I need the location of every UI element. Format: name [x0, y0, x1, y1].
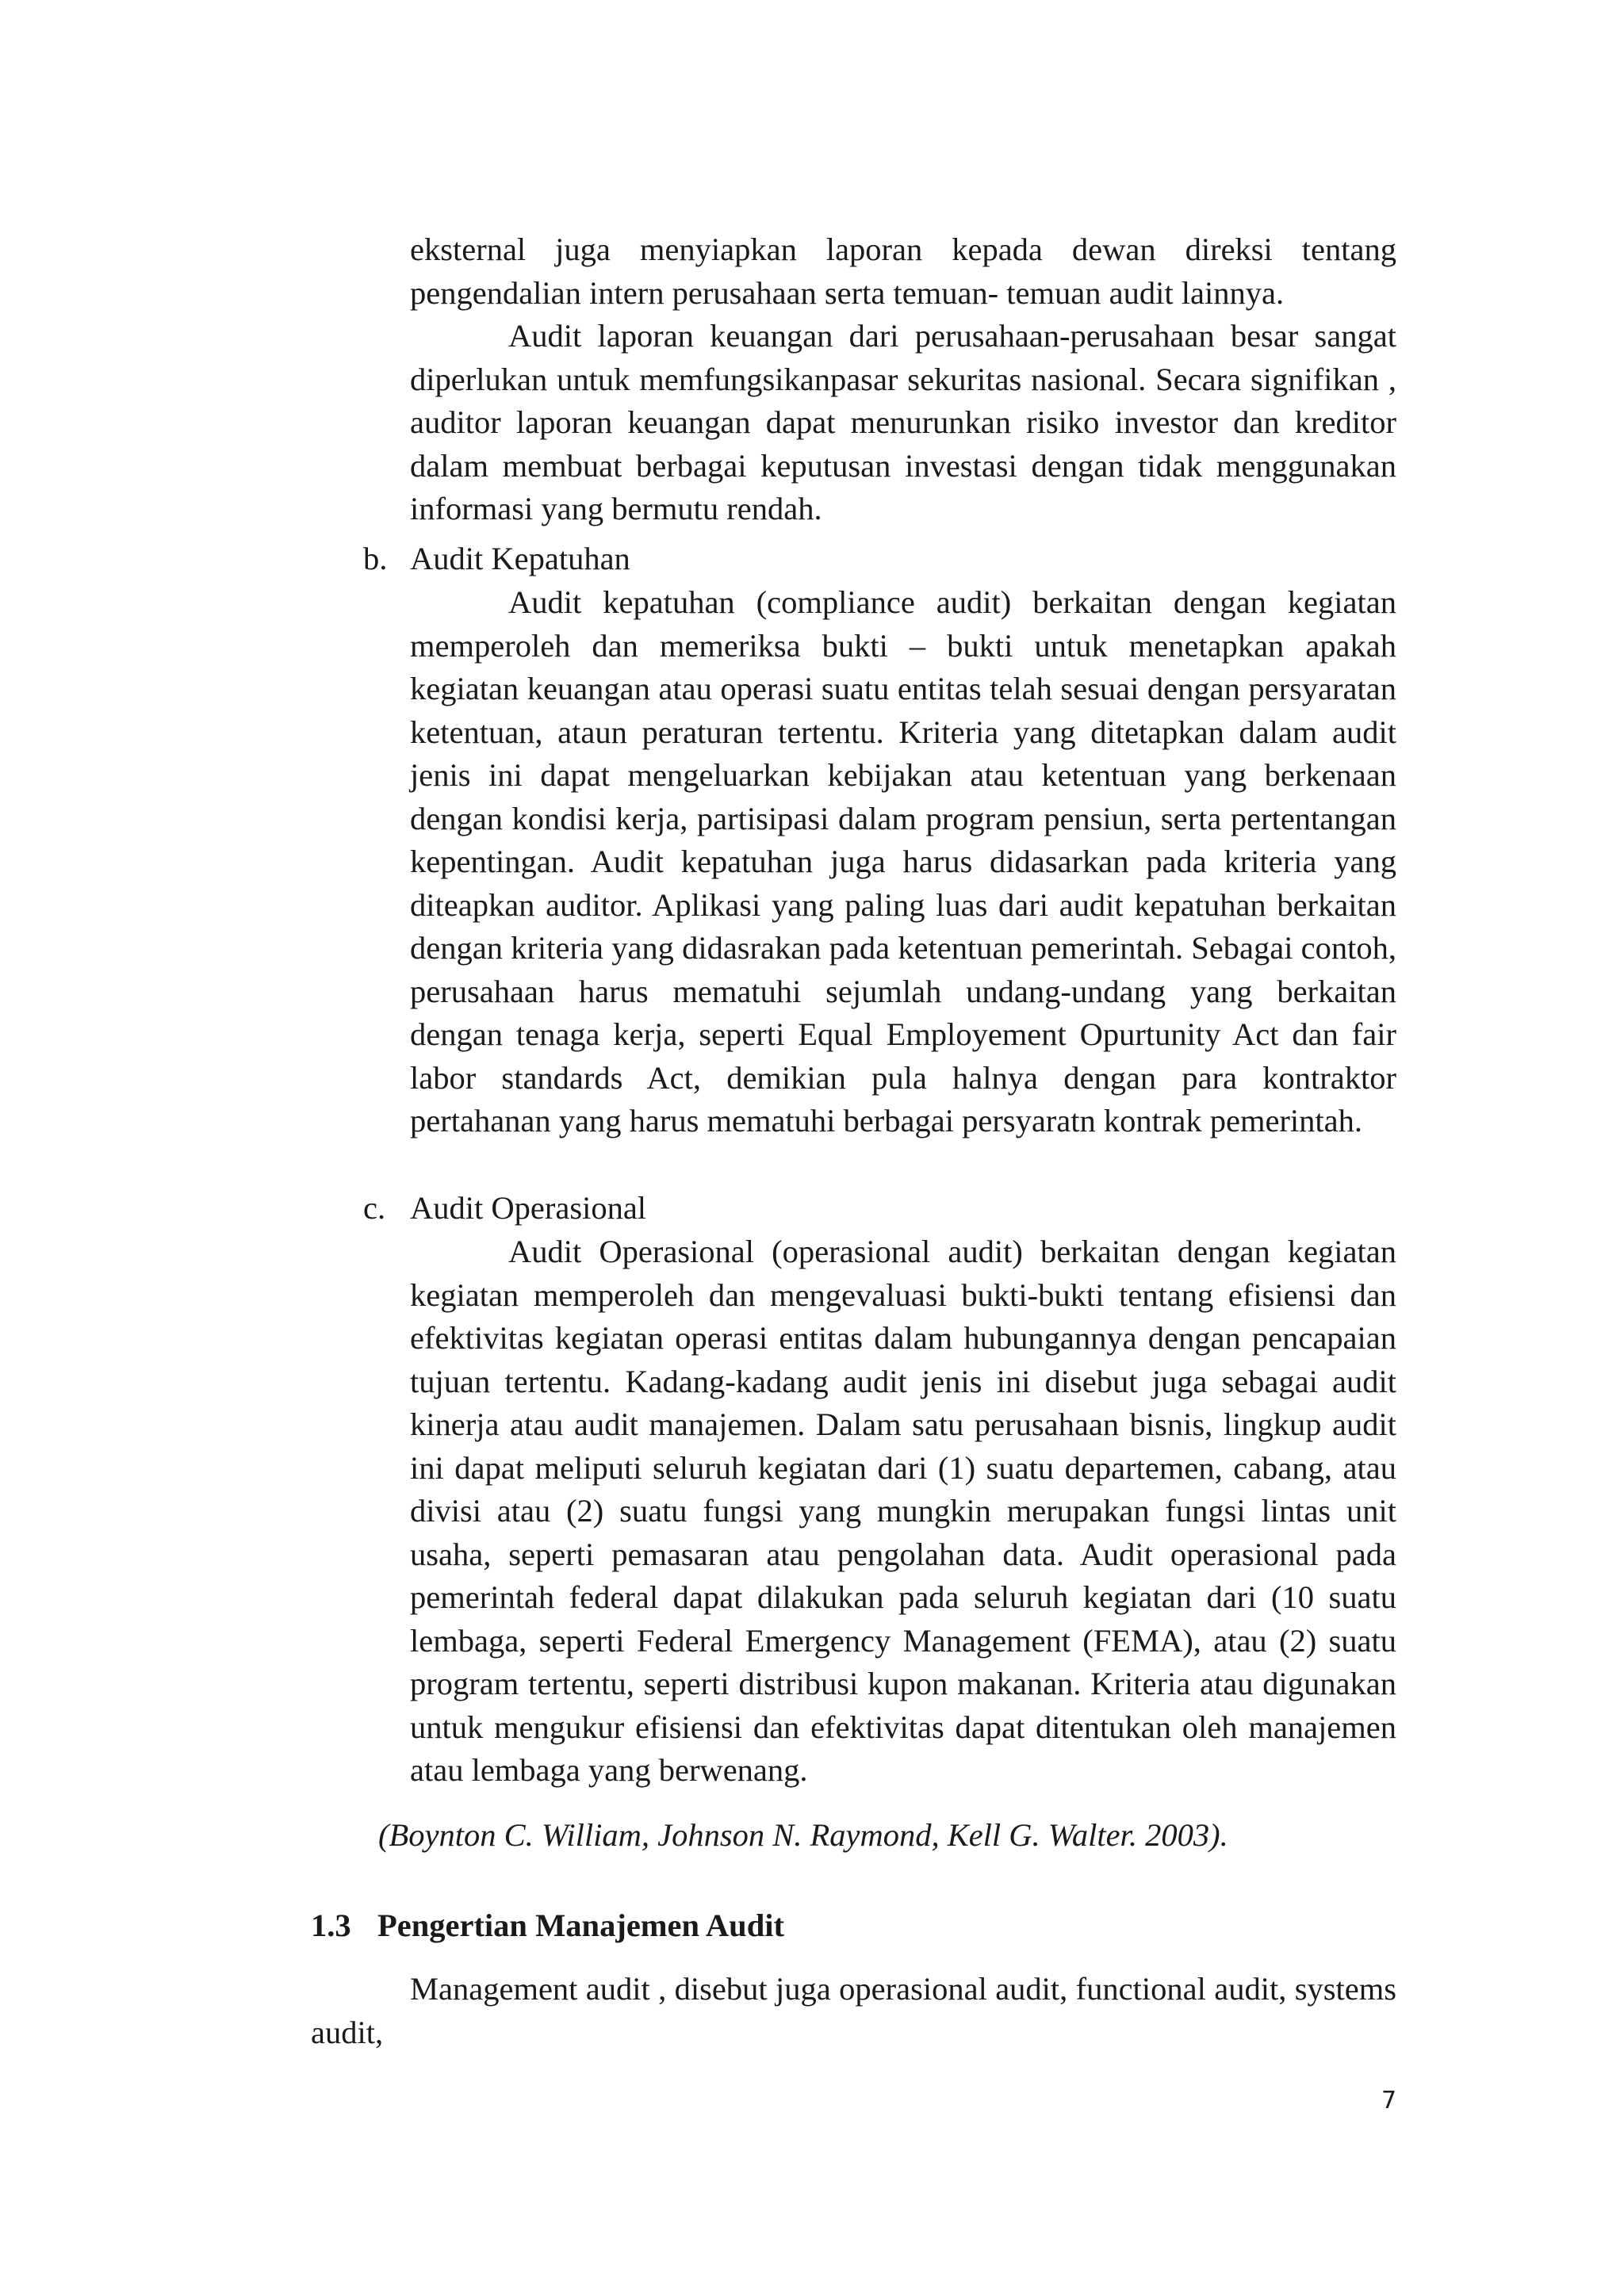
list-item-title: Audit Kepatuhan: [410, 541, 630, 576]
section-heading: [311, 1904, 784, 1948]
list-item-marker: c.: [363, 1190, 386, 1226]
list-item-title: Audit Operasional: [410, 1190, 647, 1226]
compliance-audit-paragraph: Audit kepatuhan (compliance audit) berkaitan dengan kegiatan memperoleh dan memeriksa bukti – bukti untuk menetapkan apakah kegiatan keuangan atau operasi suatu entitas telah sesuai dengan persyaratan ketentuan, ataun peraturan tertentu. Kriteria yang ditetapkan dalam audit jenis ini dapat mengeluarkan kebijakan atau ketentuan yang berkenaan dengan kondisi kerja, partisipasi dalam program pensiun, serta pertentangan kepentingan. Audit kepatuhan juga harus didasarkan pada kriteria yang diteapkan auditor. Aplikasi yang paling luas dari audit kepatuhan berkaitan dengan kriteria yang didasrakan pada ketentuan pemerintah. Sebagai contoh, perusahaan harus mematuhi sejumlah undang-undang yang berkaitan dengan tenaga kerja, seperti Equal Employement Opurtunity Act dan fair labor standards Act, demikian pula halnya dengan para kontraktor pertahanan yang harus mematuhi berbagai persyaratn kontrak pemerintah.: [410, 584, 1396, 1138]
list-item-heading: [363, 538, 630, 581]
section-paragraph: Management audit , disebut juga operasional audit, functional audit, systems audit,: [311, 1971, 1396, 2050]
citation: (Boynton C. William, Johnson N. Raymond, Kell G. Walter. 2003).: [378, 1817, 1228, 1853]
operational-audit-paragraph: Audit Operasional (operasional audit) berkaitan dengan kegiatan kegiatan memperoleh dan mengevaluasi bukti-bukti tentang efisiensi dan efektivitas kegiatan operasi entitas dalam hubungannya dengan pencapaian tujuan tertentu. Kadang-kadang audit jenis ini disebut juga sebagai audit kinerja atau audit manajemen. Dalam satu perusahaan bisnis, lingkup audit ini dapat meliputi seluruh kegiatan dari (1) suatu departemen, cabang, atau divisi atau (2) suatu fungsi yang mungkin merupakan fungsi lintas unit usaha, seperti pemasaran atau pengolahan data. Audit operasional pada pemerintah federal dapat dilakukan pada seluruh kegiatan dari (10 suatu lembaga, seperti Federal Emergency Management (FEMA), atau (2) suatu program tertentu, seperti distribusi kupon makanan. Kriteria atau digunakan untuk mengukur efisiensi dan efektivitas dapat ditentukan oleh manajemen atau lembaga yang berwenang.: [410, 1234, 1396, 1788]
section-title: Pengertian Manajemen Audit: [377, 1908, 784, 1943]
intro-paragraph: eksternal juga menyiapkan laporan kepada dewan direksi tentang pengendalian intern perusahaan serta temuan- temuan audit lainnya.: [410, 232, 1396, 311]
list-item-heading: [363, 1187, 646, 1230]
financial-audit-paragraph: Audit laporan keuangan dari perusahaan-perusahaan besar sangat diperlukan untuk memfungsikanpasar sekuritas nasional. Secara signifikan , auditor laporan keuangan dapat menurunkan risiko investor dan kreditor dalam membuat berbagai keputusan investasi dengan tidak menggunakan informasi yang bermutu rendah.: [410, 318, 1396, 526]
list-item-marker: b.: [363, 541, 388, 576]
section-number: 1.3: [311, 1908, 351, 1943]
page-number: 7: [1381, 2087, 1397, 2114]
